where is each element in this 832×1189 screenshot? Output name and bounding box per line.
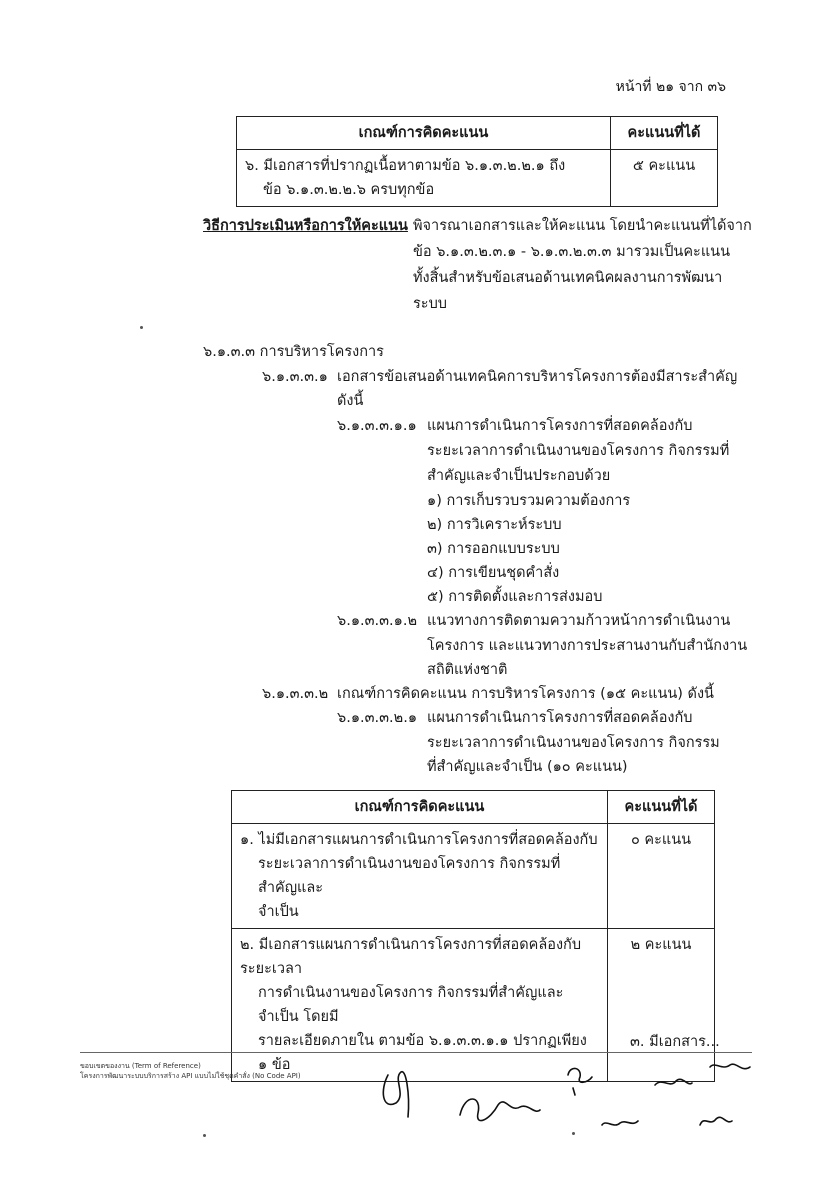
continuation-text: ๓. มีเอกสาร... bbox=[630, 1034, 720, 1050]
footer-divider bbox=[80, 1052, 752, 1053]
section-text: ที่สำคัญและจำเป็น (๑๐ คะแนน) bbox=[427, 759, 628, 775]
criteria-text: จำเป็น bbox=[258, 904, 299, 920]
list-item: ๕) การติดตั้งและการส่งมอบ bbox=[427, 589, 603, 605]
table-row bbox=[237, 150, 718, 207]
section-text: สำคัญและจำเป็นประกอบด้วย bbox=[427, 468, 611, 484]
method-label: วิธีการประเมินหรือการให้คะแนน bbox=[203, 218, 408, 234]
criteria-header: เกณฑ์การคิดคะแนน bbox=[232, 791, 608, 824]
footer-line-1: ขอบเขตของงาน (Term of Reference) bbox=[80, 1062, 201, 1070]
list-item: ๔) การเขียนชุดคำสั่ง bbox=[427, 565, 560, 581]
criteria-cell bbox=[237, 150, 611, 207]
scan-dot bbox=[572, 1132, 575, 1135]
criteria-text: ข้อ ๖.๑.๓.๒.๒.๖ ครบทุกข้อ bbox=[263, 182, 435, 198]
list-item: ๓) การออกแบบระบบ bbox=[427, 541, 560, 557]
page-number: หน้าที่ ๒๑ จาก ๓๖ bbox=[615, 79, 726, 95]
method-text: ระบบ bbox=[413, 296, 447, 312]
section-text: โครงการ และแนวทางการประสานงานกับสำนักงาน bbox=[427, 638, 748, 654]
signatures bbox=[370, 1055, 770, 1140]
section-text: ระยะเวลาการดำเนินงานของโครงการ กิจกรรม bbox=[427, 735, 720, 751]
method-text: ทั้งสิ้นสำหรับข้อเสนอด้านเทคนิคผลงานการพัฒนา bbox=[413, 270, 723, 286]
criteria-table-1 bbox=[236, 116, 718, 207]
scan-dot bbox=[140, 326, 143, 329]
criteria-text: ระยะเวลาการดำเนินงานของโครงการ กิจกรรมที่สำคัญและ bbox=[258, 856, 561, 896]
criteria-text: ๑. ไม่มีเอกสารแผนการดำเนินการโครงการที่สอดคล้องกับ bbox=[240, 832, 598, 848]
scan-dot bbox=[203, 1134, 206, 1137]
criteria-cell bbox=[232, 824, 608, 929]
list-item: ๒) การวิเคราะห์ระบบ bbox=[427, 517, 562, 533]
method-text: พิจารณาเอกสารและให้คะแนน โดยนำคะแนนที่ได้จาก bbox=[413, 218, 752, 234]
section-heading: ๖.๑.๓.๓ การบริหารโครงการ bbox=[203, 344, 384, 360]
table-row bbox=[232, 824, 715, 929]
section-number: ๖.๑.๓.๓.๒.๑ bbox=[337, 710, 418, 726]
section-text: เกณฑ์การคิดคะแนน การบริหารโครงการ (๑๕ คะแนน) ดังนี้ bbox=[337, 686, 714, 702]
section-number: ๖.๑.๓.๓.๑ bbox=[262, 369, 328, 385]
footer-line-2: โครงการพัฒนาระบบบริการสร้าง API แบบไม่ใช้ชุดคำสั่ง (No Code API) bbox=[80, 1072, 301, 1080]
section-text: ระยะเวลาการดำเนินงานของโครงการ กิจกรรมที่ bbox=[427, 443, 730, 459]
score-cell: ๐ คะแนน bbox=[608, 824, 715, 929]
method-text: ข้อ ๖.๑.๓.๒.๓.๑ - ๖.๑.๓.๒.๓.๓ มารวมเป็นคะแนน bbox=[413, 244, 730, 260]
section-text: สถิติแห่งชาติ bbox=[427, 662, 508, 678]
section-number: ๖.๑.๓.๓.๑.๒ bbox=[337, 613, 418, 629]
criteria-text: การดำเนินงานของโครงการ กิจกรรมที่สำคัญและจำเป็น โดยมี bbox=[258, 985, 564, 1025]
section-text: แผนการดำเนินการโครงการที่สอดคล้องกับ bbox=[427, 710, 693, 726]
section-number: ๖.๑.๓.๓.๒ bbox=[262, 686, 329, 702]
criteria-header: เกณฑ์การคิดคะแนน bbox=[237, 117, 611, 150]
section-text: แผนการดำเนินการโครงการที่สอดคล้องกับ bbox=[427, 418, 693, 434]
score-cell: ๒ คะแนน bbox=[608, 929, 715, 1082]
criteria-text: ๖. มีเอกสารที่ปรากฏเนื้อหาตามข้อ ๖.๑.๓.๒.๒.๑ ถึง bbox=[245, 158, 566, 174]
section-text: ดังนี้ bbox=[337, 393, 364, 409]
list-item: ๑) การเก็บรวบรวมความต้องการ bbox=[427, 493, 631, 509]
section-number: ๖.๑.๓.๓.๑.๑ bbox=[337, 418, 417, 434]
section-text: แนวทางการติดตามความก้าวหน้าการดำเนินงาน bbox=[427, 613, 731, 629]
score-cell: ๕ คะแนน bbox=[611, 150, 718, 207]
score-header: คะแนนที่ได้ bbox=[608, 791, 715, 824]
criteria-text: ๒. มีเอกสารแผนการดำเนินการโครงการที่สอดคล้องกับระยะเวลา bbox=[240, 937, 582, 977]
section-text: เอกสารข้อเสนอด้านเทคนิคการบริหารโครงการต้องมีสาระสำคัญ bbox=[337, 369, 738, 385]
score-header: คะแนนที่ได้ bbox=[611, 117, 718, 150]
criteria-text: รายละเอียดภายใน ตามข้อ ๖.๑.๓.๓.๑.๑ ปรากฏเพียง ๑ ข้อ bbox=[258, 1033, 587, 1073]
